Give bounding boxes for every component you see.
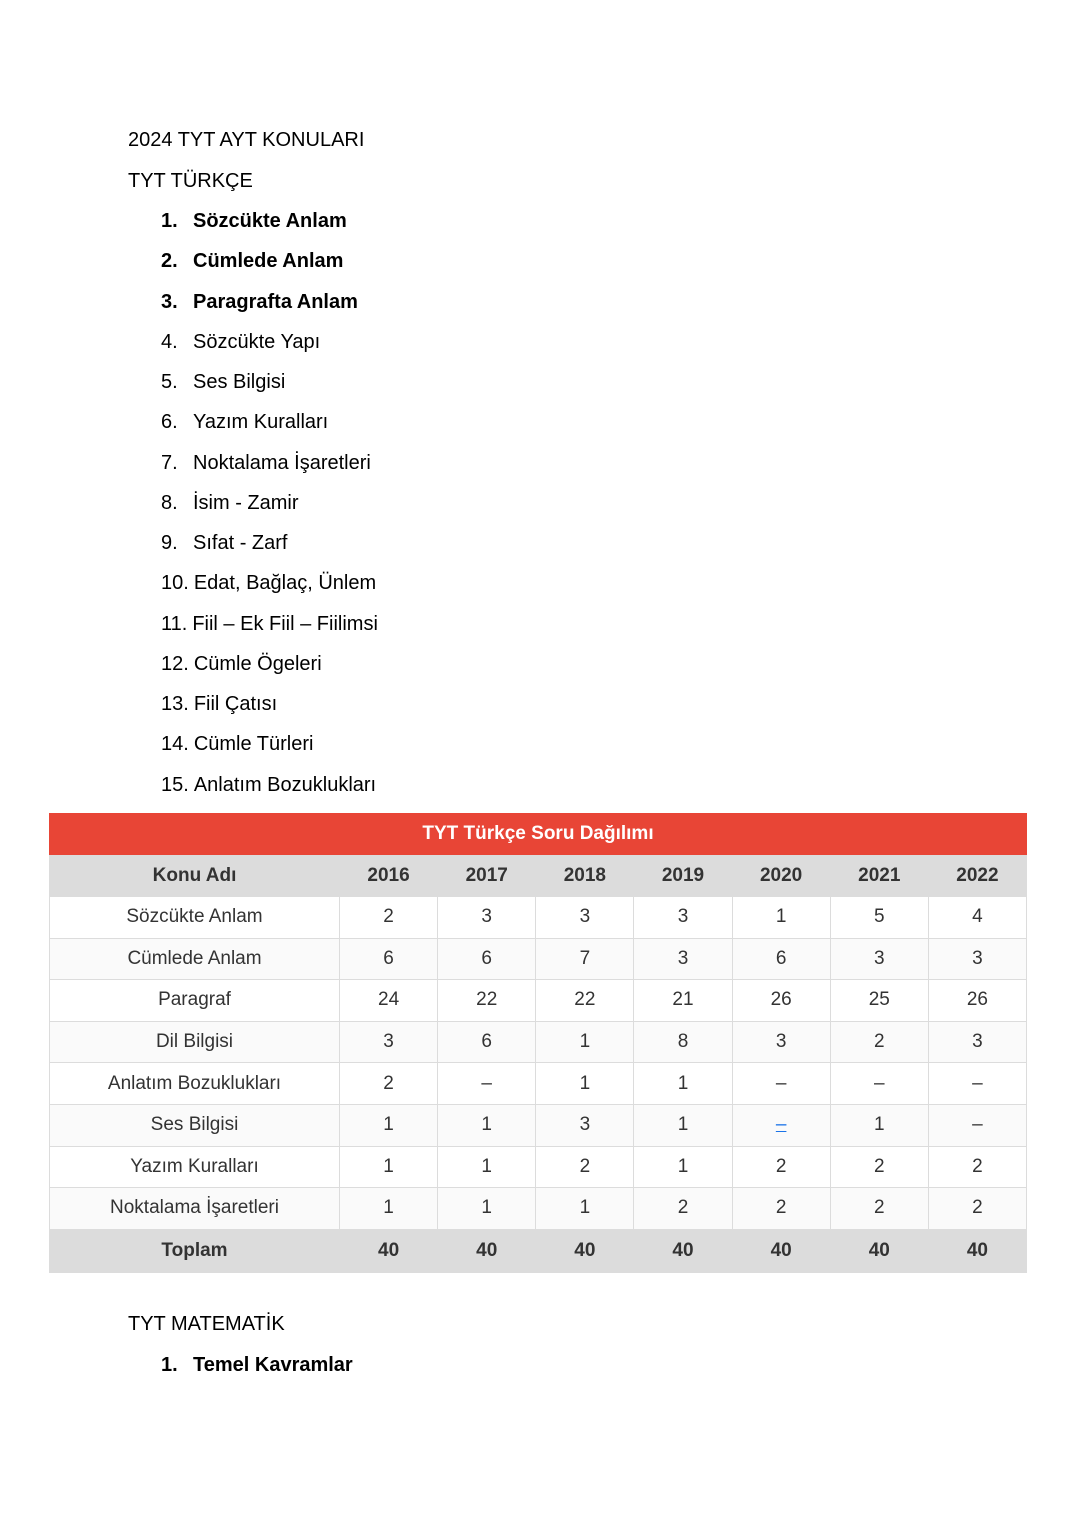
value-cell: 1 [340, 1104, 438, 1146]
value-cell: 6 [438, 1021, 536, 1063]
value-cell: 3 [536, 1104, 634, 1146]
list-number: 6. [161, 411, 178, 434]
column-header-year: 2020 [732, 855, 830, 897]
table-row [50, 1021, 1027, 1063]
list-number: 7. [161, 451, 178, 474]
table-row [50, 1104, 1027, 1146]
list-number: 4. [161, 330, 178, 353]
value-cell: 4 [928, 897, 1026, 939]
value-cell: 2 [830, 1146, 928, 1188]
value-cell: 1 [340, 1146, 438, 1188]
list-item-label: Temel Kavramlar [193, 1354, 353, 1376]
value-cell: 3 [438, 897, 536, 939]
total-value: 40 [928, 1229, 1026, 1272]
list-item [161, 531, 378, 571]
total-value: 40 [536, 1229, 634, 1272]
list-item [161, 249, 378, 289]
list-number: 13. [161, 693, 189, 715]
table-row [50, 897, 1027, 939]
table-row [50, 1188, 1027, 1230]
value-cell: – [732, 1063, 830, 1105]
value-cell: 2 [340, 897, 438, 939]
value-cell: 6 [438, 938, 536, 980]
list-item [161, 1353, 353, 1393]
total-value: 40 [830, 1229, 928, 1272]
value-cell: 1 [536, 1021, 634, 1063]
value-cell: 3 [732, 1021, 830, 1063]
list-item [161, 612, 378, 652]
value-cell: 2 [830, 1188, 928, 1230]
list-item [161, 451, 378, 491]
value-cell: 1 [634, 1063, 732, 1105]
list-item [161, 410, 378, 450]
value-cell: – [928, 1104, 1026, 1146]
column-header-year: 2021 [830, 855, 928, 897]
list-number: 12. [161, 652, 189, 675]
table-caption: TYT Türkçe Soru Dağılımı [50, 814, 1027, 855]
list-item-label: Edat, Bağlaç, Ünlem [193, 572, 377, 595]
list-number: 9. [161, 532, 178, 554]
value-cell: 26 [732, 980, 830, 1022]
list-item [161, 209, 378, 249]
value-cell: 1 [438, 1104, 536, 1146]
value-cell: 3 [536, 897, 634, 939]
list-item-label: Cümlede Anlam [193, 250, 344, 273]
list-item-label: Fiil – Ek Fiil – Fiilimsi [192, 612, 378, 635]
value-cell: 1 [438, 1146, 536, 1188]
total-value: 40 [634, 1229, 732, 1272]
dash-link[interactable]: – [775, 1114, 787, 1136]
value-cell: 6 [340, 938, 438, 980]
list-item-label: Sözcükte Yapı [193, 330, 321, 353]
topic-cell: Ses Bilgisi [50, 1104, 340, 1146]
value-cell: 21 [634, 980, 732, 1022]
list-number: 1. [161, 1354, 178, 1376]
list-item [161, 491, 378, 531]
total-value: 40 [732, 1229, 830, 1272]
value-cell: 2 [732, 1146, 830, 1188]
table-row [50, 980, 1027, 1022]
value-cell: 1 [634, 1104, 732, 1146]
list-number: 8. [161, 491, 178, 514]
table-row [50, 1146, 1027, 1188]
topic-cell: Anlatım Bozuklukları [50, 1063, 340, 1105]
list-item [161, 571, 378, 611]
column-header-year: 2017 [438, 855, 536, 897]
total-label: Toplam [50, 1229, 340, 1272]
list-item-label: İsim - Zamir [193, 491, 299, 514]
list-item-label: Cümle Ögeleri [193, 652, 322, 675]
list-number: 5. [161, 371, 178, 393]
value-cell: 3 [634, 897, 732, 939]
value-cell: 2 [634, 1188, 732, 1230]
value-cell: 1 [634, 1146, 732, 1188]
list-number: 15. [161, 773, 189, 796]
topic-cell: Sözcükte Anlam [50, 897, 340, 939]
list-item-label: Noktalama İşaretleri [193, 451, 371, 474]
value-cell: 1 [536, 1188, 634, 1230]
value-cell: 1 [732, 897, 830, 939]
list-item-label: Sözcükte Anlam [193, 210, 347, 232]
list-item [161, 370, 378, 410]
list-number: 2. [161, 250, 178, 273]
list-number: 3. [161, 290, 178, 313]
column-header-year: 2018 [536, 855, 634, 897]
value-cell: 1 [340, 1188, 438, 1230]
value-cell: 24 [340, 980, 438, 1022]
value-cell: 6 [732, 938, 830, 980]
list-item [161, 652, 378, 692]
list-item [161, 773, 378, 813]
topic-cell: Noktalama İşaretleri [50, 1188, 340, 1230]
value-cell: 22 [438, 980, 536, 1022]
value-cell: 5 [830, 897, 928, 939]
topic-cell: Paragraf [50, 980, 340, 1022]
topic-cell: Dil Bilgisi [50, 1021, 340, 1063]
value-cell: 3 [634, 938, 732, 980]
value-cell: 25 [830, 980, 928, 1022]
total-row [50, 1229, 1027, 1272]
list-number: 10. [161, 572, 189, 595]
value-cell: – [928, 1063, 1026, 1105]
document-title: 2024 TYT AYT KONULARI [128, 129, 365, 151]
section-heading-turkce: TYT TÜRKÇE [128, 170, 253, 192]
section-heading-matematik: TYT MATEMATİK [128, 1313, 285, 1335]
value-cell: 26 [928, 980, 1026, 1022]
value-cell: 1 [536, 1063, 634, 1105]
list-item-label: Anlatım Bozuklukları [193, 773, 377, 796]
list-item-label: Cümle Türleri [193, 733, 314, 756]
value-cell: 8 [634, 1021, 732, 1063]
list-item [161, 732, 378, 772]
table-row [50, 1063, 1027, 1105]
list-item-label: Yazım Kuralları [193, 411, 329, 434]
list-item [161, 330, 378, 370]
value-cell: 2 [928, 1146, 1026, 1188]
list-item [161, 290, 378, 330]
total-value: 40 [438, 1229, 536, 1272]
column-header-year: 2016 [340, 855, 438, 897]
turkce-topic-list [161, 209, 378, 813]
value-cell: 2 [340, 1063, 438, 1105]
value-cell: – [830, 1063, 928, 1105]
value-cell: 2 [830, 1021, 928, 1063]
value-cell: 1 [830, 1104, 928, 1146]
list-item [161, 692, 378, 732]
list-item-label: Fiil Çatısı [193, 693, 278, 715]
table-row [50, 938, 1027, 980]
list-item-label: Sıfat - Zarf [193, 532, 288, 554]
column-header-topic: Konu Adı [50, 855, 340, 897]
value-cell: 3 [830, 938, 928, 980]
list-item-label: Paragrafta Anlam [193, 290, 358, 313]
list-number: 1. [161, 210, 178, 232]
list-item-label: Ses Bilgisi [193, 371, 286, 393]
matematik-topic-list [161, 1353, 353, 1393]
question-distribution-table [49, 813, 1027, 1273]
value-cell: 2 [732, 1188, 830, 1230]
value-cell: 1 [438, 1188, 536, 1230]
list-number: 14. [161, 733, 189, 756]
topic-cell: Cümlede Anlam [50, 938, 340, 980]
value-cell: 2 [928, 1188, 1026, 1230]
value-cell: 22 [536, 980, 634, 1022]
value-cell: 3 [928, 938, 1026, 980]
list-number: 11. [161, 612, 188, 635]
value-cell: 3 [340, 1021, 438, 1063]
value-cell-link[interactable] [732, 1104, 830, 1146]
value-cell: – [438, 1063, 536, 1105]
value-cell: 3 [928, 1021, 1026, 1063]
column-header-year: 2019 [634, 855, 732, 897]
column-header-year: 2022 [928, 855, 1026, 897]
total-value: 40 [340, 1229, 438, 1272]
value-cell: 2 [536, 1146, 634, 1188]
topic-cell: Yazım Kuralları [50, 1146, 340, 1188]
value-cell: 7 [536, 938, 634, 980]
